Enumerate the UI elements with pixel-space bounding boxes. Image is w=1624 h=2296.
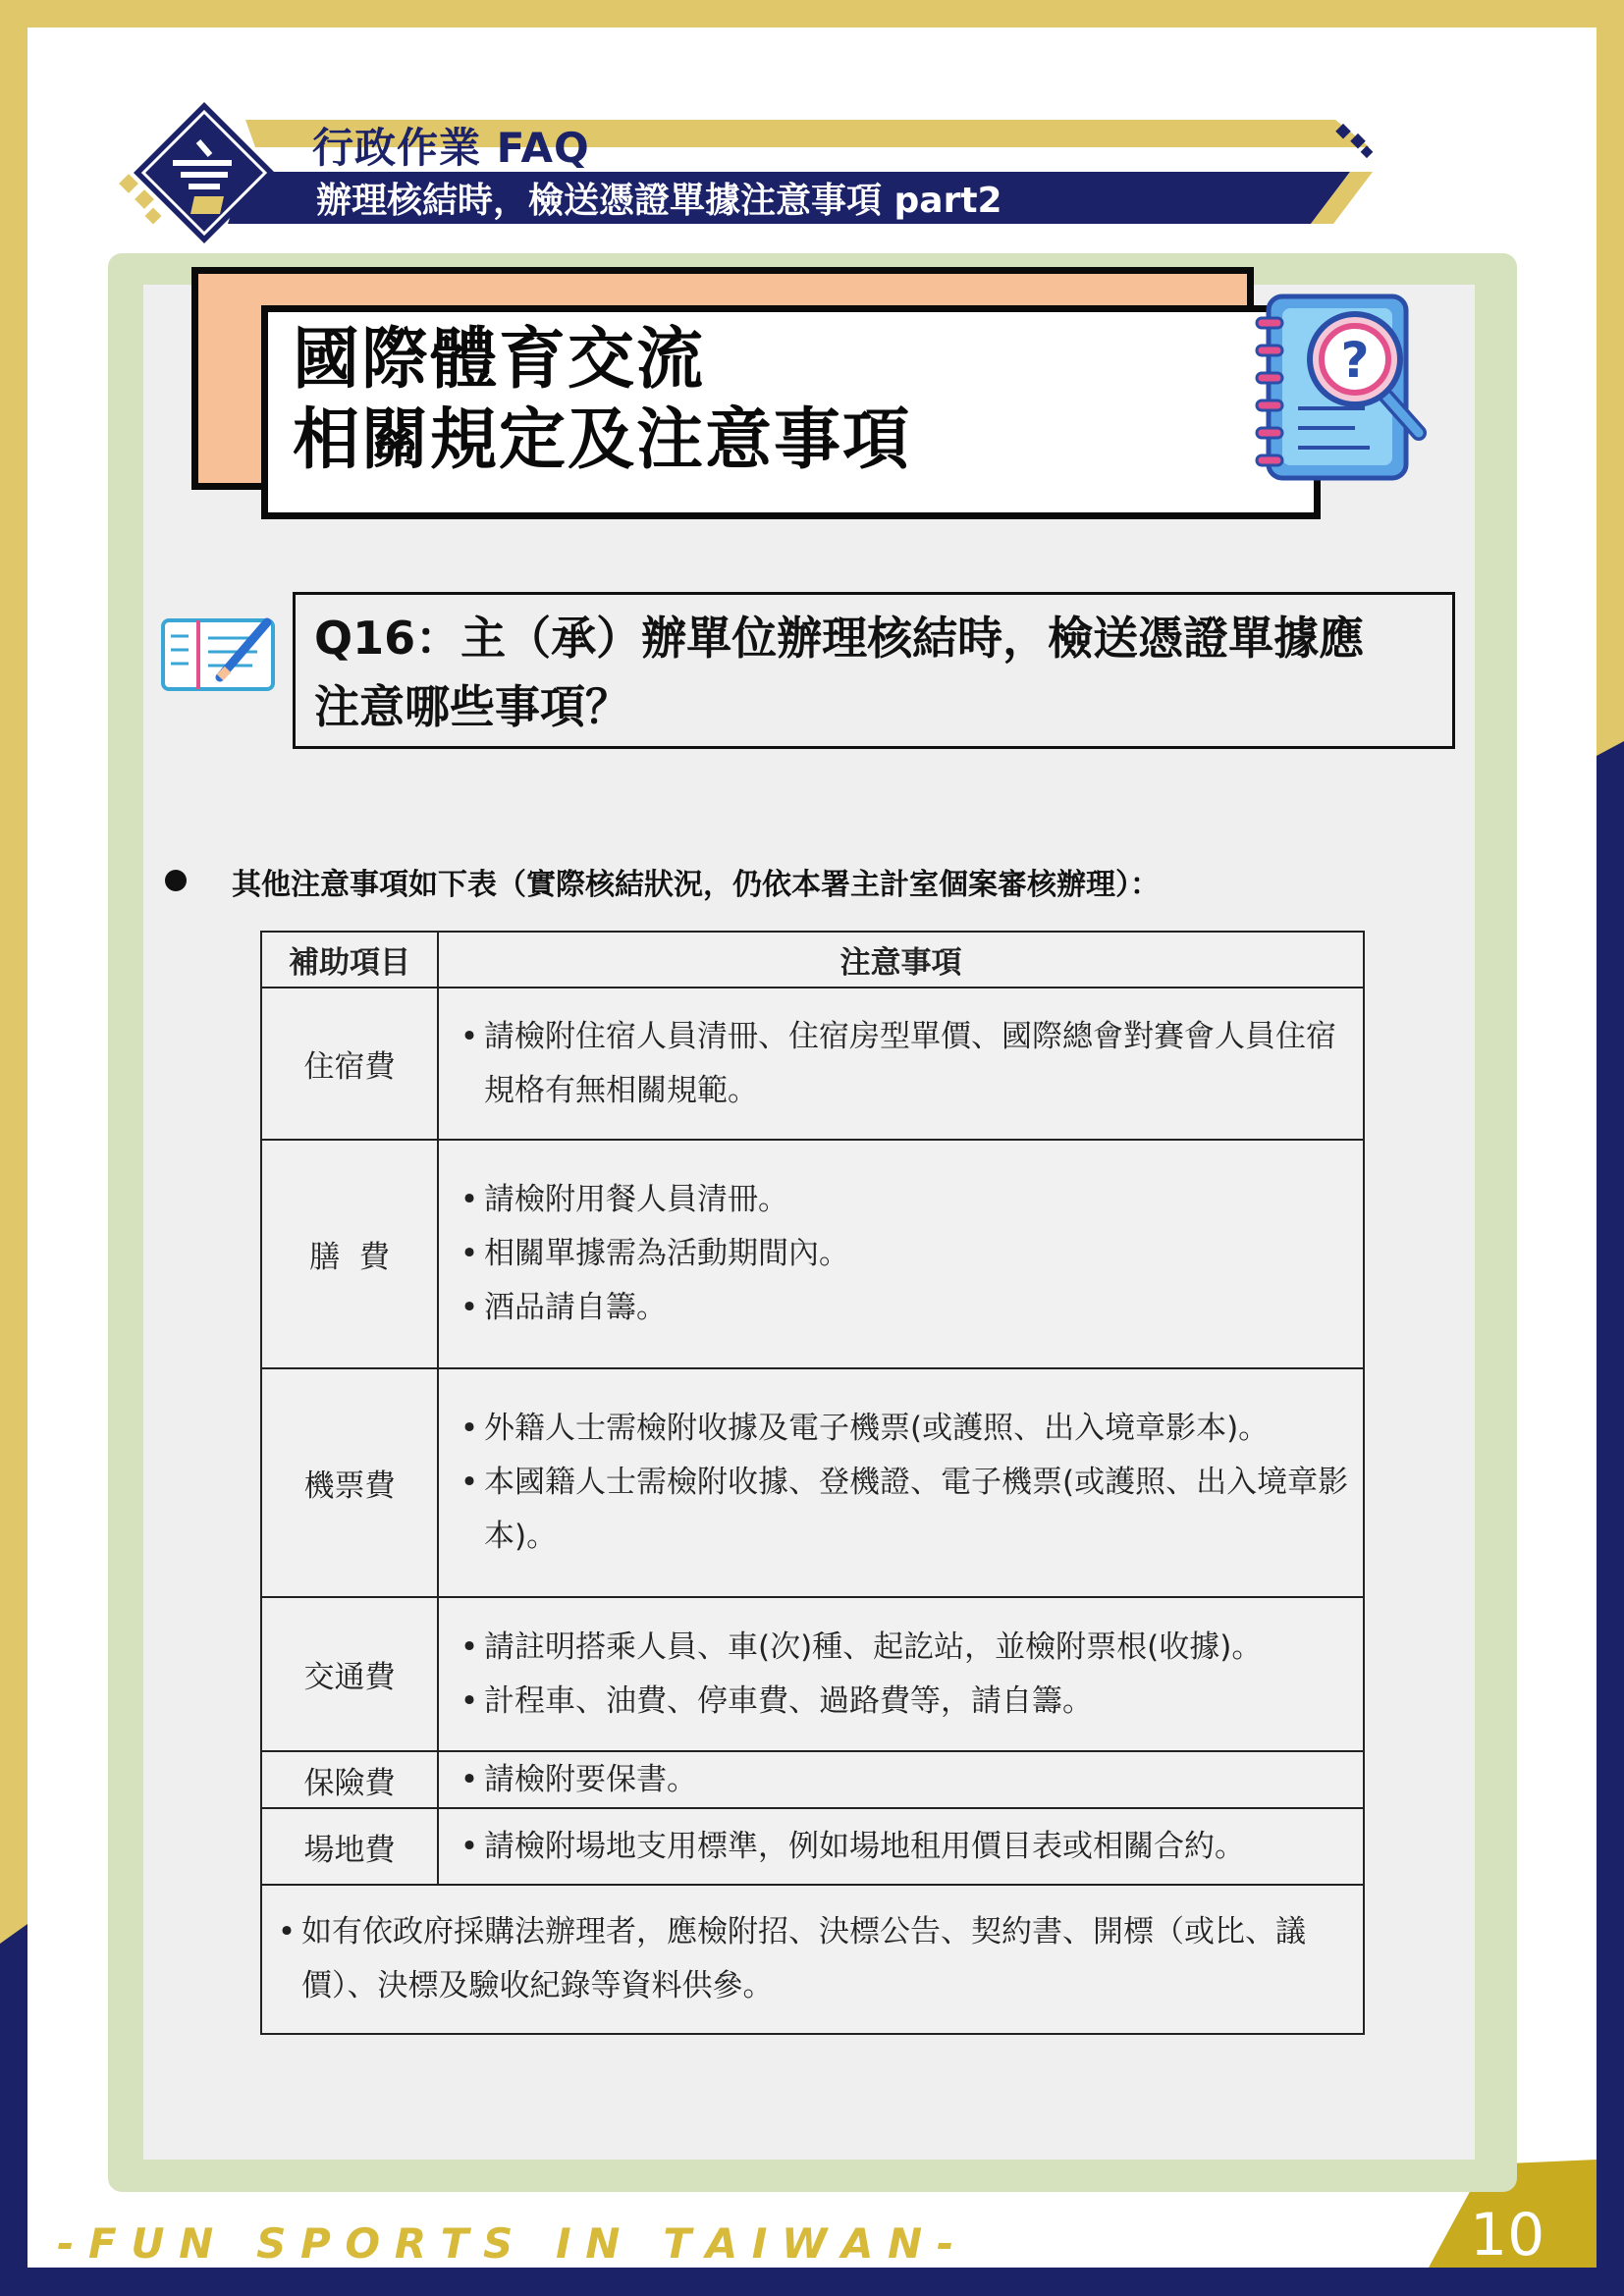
note-text: 請檢附要保書。 — [484, 1762, 697, 1797]
table-row — [261, 1751, 1364, 1808]
header-title: 行政作業 FAQ — [312, 124, 590, 172]
footer-slogan: - F U N S P O R T S I N T A I W A N - — [57, 2219, 954, 2268]
table-row — [261, 1368, 1364, 1597]
note-text: 計程車、油費、停車費、過路費等，請自籌。 — [484, 1682, 1093, 1719]
question-line2: 注意哪些事項？ — [314, 680, 630, 733]
table-row — [261, 988, 1364, 1140]
table-row — [261, 1597, 1364, 1751]
bullet-icon: • — [460, 1762, 479, 1797]
fee-table — [260, 931, 1365, 2035]
table-header-row — [261, 932, 1364, 988]
row-notes — [438, 1808, 1364, 1885]
row-notes — [438, 1140, 1364, 1368]
bullet-icon: • — [460, 1629, 479, 1665]
bullet-icon: • — [460, 1236, 479, 1271]
table-row — [261, 1140, 1364, 1368]
table-header-item: 補助項目 — [261, 932, 438, 988]
table-footer-cell — [261, 1885, 1364, 2034]
note-text: 請檢附場地支用標準，例如場地租用價目表或相關合約。 — [484, 1828, 1245, 1864]
table-header-notes: 注意事項 — [438, 932, 1364, 988]
table-row — [261, 1808, 1364, 1885]
question-text — [314, 604, 1443, 741]
header-subtitle: 辦理核結時，檢送憑證單據注意事項 part2 — [316, 181, 1002, 221]
table-footer-note: 如有依政府採購法辦理者，應檢附招、決標公告、契約書、開標（或比、議價）、決標及驗收紀錄等資料供參。 — [301, 1914, 1306, 2003]
bullet-icon — [165, 870, 187, 891]
bullet-icon: • — [460, 1682, 479, 1719]
intro-note: 其他注意事項如下表（實際核結狀況，仍依本署主計室個案審核辦理）： — [232, 868, 1160, 902]
bullet-icon: • — [277, 1914, 297, 1949]
document-search-icon — [1247, 291, 1443, 487]
bullet-icon: • — [460, 1411, 479, 1446]
banner-title-line2: 相關規定及注意事項 — [293, 401, 912, 479]
bullet-icon: • — [460, 1465, 479, 1500]
bullet-icon: • — [460, 1182, 479, 1217]
note-text: 請檢附用餐人員清冊。 — [484, 1182, 788, 1217]
row-notes — [438, 988, 1364, 1140]
row-item: 交通費 — [261, 1597, 438, 1751]
row-item: 保險費 — [261, 1751, 438, 1808]
row-item: 機票費 — [261, 1368, 438, 1597]
row-item: 膳 費 — [261, 1140, 438, 1368]
logo-icon — [126, 100, 283, 247]
note-text: 請註明搭乘人員、車(次)種、起訖站，並檢附票根(收據)。 — [484, 1629, 1263, 1665]
note-text: 酒品請自籌。 — [484, 1290, 667, 1325]
banner-title — [293, 320, 911, 481]
row-notes — [438, 1368, 1364, 1597]
bullet-icon: • — [460, 1018, 479, 1054]
row-notes — [438, 1597, 1364, 1751]
note-text: 外籍人士需檢附收據及電子機票(或護照、出入境章影本)。 — [484, 1411, 1270, 1446]
page-number: 10 — [1470, 2201, 1545, 2269]
row-notes — [438, 1751, 1364, 1808]
row-item: 住宿費 — [261, 988, 438, 1140]
notebook-pen-icon — [159, 616, 279, 697]
bullet-icon: • — [460, 1828, 479, 1864]
table-footer-row — [261, 1885, 1364, 2034]
note-text: 相關單據需為活動期間內。 — [484, 1236, 849, 1271]
svg-text:?: ? — [1340, 332, 1370, 389]
bullet-icon: • — [460, 1290, 479, 1325]
row-item: 場地費 — [261, 1808, 438, 1885]
note-text: 請檢附住宿人員清冊、住宿房型單價、國際總會對賽會人員住宿規格有無相關規範。 — [484, 1018, 1336, 1108]
note-text: 本國籍人士需檢附收據、登機證、電子機票(或護照、出入境章影本)。 — [484, 1465, 1349, 1554]
banner-title-line1: 國際體育交流 — [293, 321, 706, 399]
question-line1: Q16：主（承）辦單位辦理核結時，檢送憑證單據應 — [314, 612, 1365, 665]
